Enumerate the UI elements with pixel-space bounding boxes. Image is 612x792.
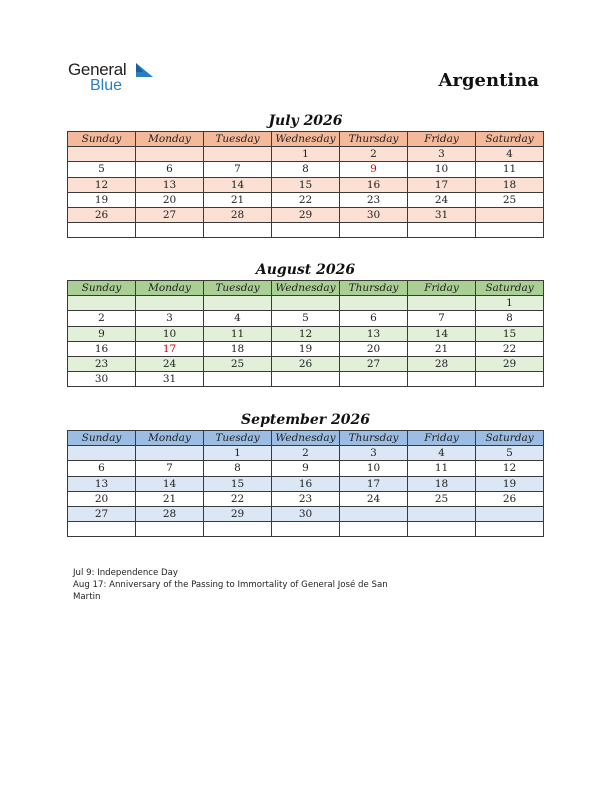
month-august (67, 260, 544, 387)
week-row (68, 147, 544, 162)
weekday-header: Thursday (340, 431, 408, 446)
holiday-note: Jul 9: Independence Day (73, 568, 179, 578)
day-cell: 19 (68, 192, 136, 207)
empty-day-cell (136, 223, 204, 238)
day-cell: 7 (204, 162, 272, 177)
day-cell: 6 (68, 461, 136, 476)
weekday-header: Monday (136, 132, 204, 147)
day-cell: 22 (476, 341, 544, 356)
week-row (68, 177, 544, 192)
day-cell: 17 (408, 177, 476, 192)
calendar-grid (67, 131, 544, 238)
day-cell: 13 (340, 326, 408, 341)
day-cell: 22 (272, 192, 340, 207)
day-cell: 21 (408, 341, 476, 356)
empty-day-cell (204, 372, 272, 387)
day-cell: 9 (68, 326, 136, 341)
empty-day-cell (476, 207, 544, 222)
empty-day-cell (340, 223, 408, 238)
day-cell: 26 (272, 356, 340, 371)
day-cell: 9 (272, 461, 340, 476)
empty-day-cell (136, 446, 204, 461)
weekday-header: Tuesday (204, 281, 272, 296)
week-row (68, 207, 544, 222)
month-july (67, 111, 544, 238)
weekday-header: Wednesday (272, 431, 340, 446)
week-row (68, 162, 544, 177)
day-cell: 2 (340, 147, 408, 162)
day-cell: 14 (204, 177, 272, 192)
month-title: September 2026 (241, 412, 370, 428)
day-cell: 27 (136, 207, 204, 222)
month-september (67, 410, 544, 537)
empty-day-cell (408, 372, 476, 387)
week-row (68, 192, 544, 207)
weekday-header: Friday (408, 132, 476, 147)
weekday-header-row (68, 281, 544, 296)
calendar-grid (67, 280, 544, 387)
day-cell: 1 (204, 446, 272, 461)
day-cell: 10 (340, 461, 408, 476)
day-cell: 16 (272, 476, 340, 491)
empty-day-cell (68, 223, 136, 238)
day-cell: 15 (204, 476, 272, 491)
day-cell: 27 (68, 506, 136, 521)
weekday-header: Sunday (68, 431, 136, 446)
weekday-header: Thursday (340, 132, 408, 147)
day-cell: 24 (408, 192, 476, 207)
weekday-header: Tuesday (204, 431, 272, 446)
day-cell: 8 (272, 162, 340, 177)
holiday-day-cell: 9 (340, 162, 408, 177)
day-cell: 16 (68, 341, 136, 356)
empty-day-cell (136, 296, 204, 311)
day-cell: 26 (68, 207, 136, 222)
calendar-grid (67, 430, 544, 537)
empty-day-cell (136, 147, 204, 162)
day-cell: 20 (136, 192, 204, 207)
empty-day-cell (68, 446, 136, 461)
week-row (68, 522, 544, 537)
day-cell: 8 (476, 311, 544, 326)
week-row (68, 296, 544, 311)
day-cell: 4 (476, 147, 544, 162)
day-cell: 21 (204, 192, 272, 207)
week-row (68, 372, 544, 387)
day-cell: 11 (408, 461, 476, 476)
week-row (68, 506, 544, 521)
empty-day-cell (476, 372, 544, 387)
weekday-header: Friday (408, 431, 476, 446)
logo-text-general: General (68, 60, 127, 79)
day-cell: 25 (476, 192, 544, 207)
empty-day-cell (204, 223, 272, 238)
day-cell: 4 (204, 311, 272, 326)
empty-day-cell (272, 522, 340, 537)
day-cell: 29 (272, 207, 340, 222)
day-cell: 18 (476, 177, 544, 192)
day-cell: 13 (68, 476, 136, 491)
day-cell: 17 (340, 476, 408, 491)
empty-day-cell (340, 296, 408, 311)
week-row (68, 311, 544, 326)
day-cell: 5 (272, 311, 340, 326)
weekday-header: Saturday (476, 281, 544, 296)
day-cell: 7 (136, 461, 204, 476)
day-cell: 29 (204, 506, 272, 521)
day-cell: 16 (340, 177, 408, 192)
weekday-header: Wednesday (272, 281, 340, 296)
empty-day-cell (272, 296, 340, 311)
empty-day-cell (272, 372, 340, 387)
weekday-header: Saturday (476, 431, 544, 446)
week-row (68, 461, 544, 476)
holiday-notes (73, 567, 413, 604)
day-cell: 23 (272, 491, 340, 506)
day-cell: 8 (204, 461, 272, 476)
weekday-header: Tuesday (204, 132, 272, 147)
day-cell: 12 (476, 461, 544, 476)
week-row (68, 356, 544, 371)
day-cell: 19 (476, 476, 544, 491)
empty-day-cell (476, 522, 544, 537)
general-blue-logo (68, 60, 158, 96)
empty-day-cell (68, 296, 136, 311)
empty-day-cell (68, 522, 136, 537)
empty-day-cell (204, 147, 272, 162)
weekday-header: Thursday (340, 281, 408, 296)
day-cell: 14 (136, 476, 204, 491)
week-row (68, 341, 544, 356)
day-cell: 2 (272, 446, 340, 461)
day-cell: 5 (476, 446, 544, 461)
day-cell: 12 (272, 326, 340, 341)
empty-day-cell (204, 296, 272, 311)
country-title: Argentina (438, 70, 539, 91)
month-title: August 2026 (255, 262, 356, 278)
day-cell: 3 (136, 311, 204, 326)
weekday-header-row (68, 431, 544, 446)
week-row (68, 223, 544, 238)
weekday-header: Wednesday (272, 132, 340, 147)
day-cell: 2 (68, 311, 136, 326)
day-cell: 28 (204, 207, 272, 222)
day-cell: 30 (272, 506, 340, 521)
day-cell: 24 (136, 356, 204, 371)
day-cell: 12 (68, 177, 136, 192)
logo-flag-icon (134, 63, 154, 79)
day-cell: 30 (340, 207, 408, 222)
empty-day-cell (340, 522, 408, 537)
empty-day-cell (408, 223, 476, 238)
empty-day-cell (68, 147, 136, 162)
day-cell: 6 (340, 311, 408, 326)
empty-day-cell (408, 506, 476, 521)
weekday-header: Saturday (476, 132, 544, 147)
day-cell: 21 (136, 491, 204, 506)
day-cell: 23 (340, 192, 408, 207)
day-cell: 3 (340, 446, 408, 461)
week-row (68, 476, 544, 491)
empty-day-cell (272, 223, 340, 238)
day-cell: 22 (204, 491, 272, 506)
day-cell: 30 (68, 372, 136, 387)
week-row (68, 446, 544, 461)
day-cell: 3 (408, 147, 476, 162)
empty-day-cell (340, 372, 408, 387)
day-cell: 5 (68, 162, 136, 177)
day-cell: 19 (272, 341, 340, 356)
day-cell: 23 (68, 356, 136, 371)
day-cell: 24 (340, 491, 408, 506)
weekday-header: Monday (136, 281, 204, 296)
weekday-header: Sunday (68, 281, 136, 296)
day-cell: 10 (136, 326, 204, 341)
day-cell: 18 (408, 476, 476, 491)
week-row (68, 326, 544, 341)
day-cell: 11 (204, 326, 272, 341)
day-cell: 14 (408, 326, 476, 341)
weekday-header: Friday (408, 281, 476, 296)
day-cell: 1 (476, 296, 544, 311)
week-row (68, 491, 544, 506)
day-cell: 6 (136, 162, 204, 177)
day-cell: 15 (476, 326, 544, 341)
day-cell: 31 (136, 372, 204, 387)
day-cell: 1 (272, 147, 340, 162)
day-cell: 29 (476, 356, 544, 371)
day-cell: 26 (476, 491, 544, 506)
empty-day-cell (408, 296, 476, 311)
weekday-header: Monday (136, 431, 204, 446)
day-cell: 27 (340, 356, 408, 371)
day-cell: 28 (136, 506, 204, 521)
day-cell: 4 (408, 446, 476, 461)
day-cell: 7 (408, 311, 476, 326)
weekday-header: Sunday (68, 132, 136, 147)
empty-day-cell (136, 522, 204, 537)
holiday-note: Aug 17: Anniversary of the Passing to Immortality of General José de San Martin (73, 580, 388, 603)
day-cell: 25 (204, 356, 272, 371)
day-cell: 31 (408, 207, 476, 222)
day-cell: 28 (408, 356, 476, 371)
empty-day-cell (476, 506, 544, 521)
day-cell: 15 (272, 177, 340, 192)
day-cell: 10 (408, 162, 476, 177)
day-cell: 20 (340, 341, 408, 356)
month-title: July 2026 (268, 113, 343, 129)
empty-day-cell (204, 522, 272, 537)
day-cell: 20 (68, 491, 136, 506)
logo-text-blue: Blue (90, 77, 123, 94)
empty-day-cell (340, 506, 408, 521)
day-cell: 25 (408, 491, 476, 506)
empty-day-cell (408, 522, 476, 537)
holiday-day-cell: 17 (136, 341, 204, 356)
day-cell: 18 (204, 341, 272, 356)
day-cell: 13 (136, 177, 204, 192)
day-cell: 11 (476, 162, 544, 177)
empty-day-cell (476, 223, 544, 238)
weekday-header-row (68, 132, 544, 147)
